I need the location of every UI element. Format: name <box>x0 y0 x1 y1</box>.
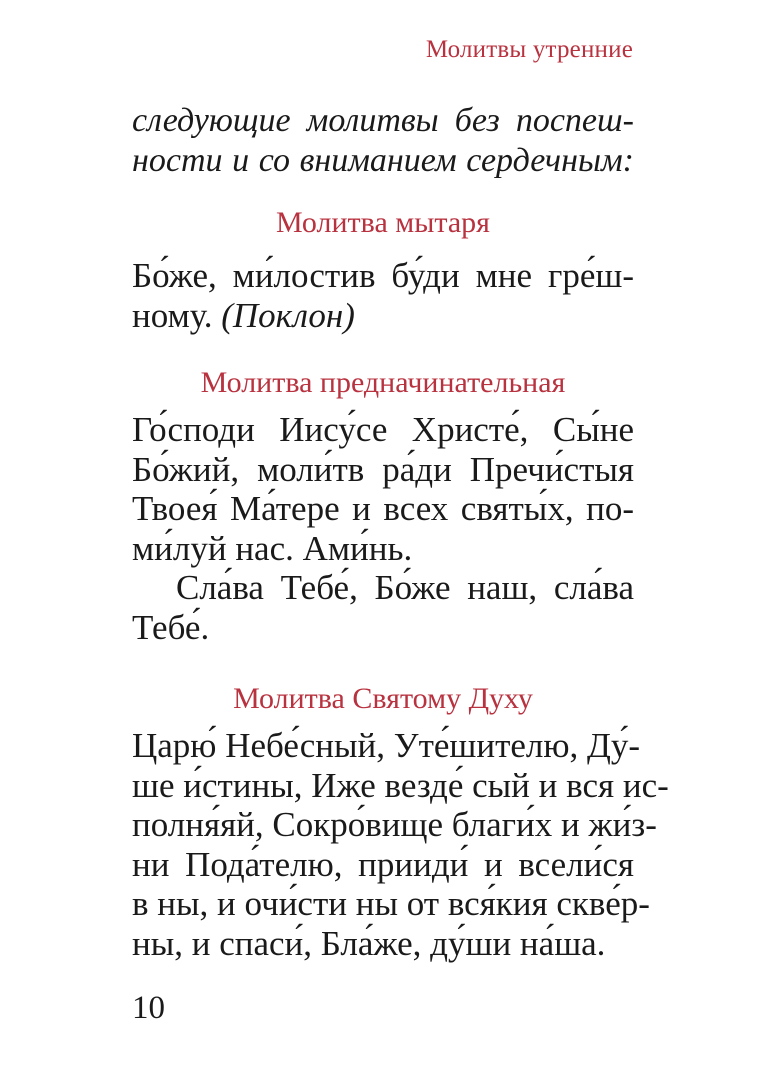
prayer-line: ми́луй нас. Ами́нь. <box>132 528 413 568</box>
section-title-publican-prayer: Молитва мытаря <box>276 206 490 239</box>
section-title-holy-spirit-prayer: Молитва Святому Духу <box>233 682 533 715</box>
section-title-initial-prayer: Молитва предначинательная <box>200 366 566 399</box>
running-header: Молитвы утренние <box>425 36 633 63</box>
prayer-line-text: ному. <box>132 295 213 335</box>
prayer-line: Бо́же, ми́лостив бу́ди мне гре́ш- <box>132 256 634 295</box>
prostration-note: (Поклон) <box>221 295 355 335</box>
prayer-line: Царю́ Небе́сный, Уте́шителю, Ду́- <box>132 726 641 765</box>
prayer-line: ны, и спаси́, Бла́же, ду́ши на́ша. <box>132 923 606 963</box>
prayer-line: ни Пода́телю, прииди́ и всели́ся <box>132 844 634 884</box>
prayer-line: Твоея́ Ма́тере и всех святы́х, по- <box>132 489 634 528</box>
prayer-line: в ны, и очи́сти ны от вся́кия скве́р- <box>132 884 650 923</box>
publican-prayer-text <box>132 256 634 335</box>
prayer-line: полня́яй, Сокро́вище благи́х и жи́з- <box>132 805 657 844</box>
initial-prayer-text <box>132 410 634 647</box>
prayer-line: Бо́жий, моли́тв ра́ди Пречи́стыя <box>132 449 634 489</box>
intro-line: ности и со вниманием сердечным: <box>132 141 634 179</box>
intro-line: следующие молитвы без поспеш- <box>132 102 634 139</box>
page-number: 10 <box>132 990 165 1026</box>
prayer-line: Сла́ва Тебе́, Бо́же наш, сла́ва <box>176 568 634 607</box>
intro-text <box>132 101 634 180</box>
prayer-line: ше и́стины, Иже везде́ сый и вся ис- <box>132 765 669 805</box>
holy-spirit-prayer-text <box>132 726 669 963</box>
prayer-line: Го́споди Иису́се Христе́, Сы́не <box>132 410 634 449</box>
prayer-line <box>132 296 634 336</box>
prayer-line: Тебе́. <box>132 607 210 647</box>
